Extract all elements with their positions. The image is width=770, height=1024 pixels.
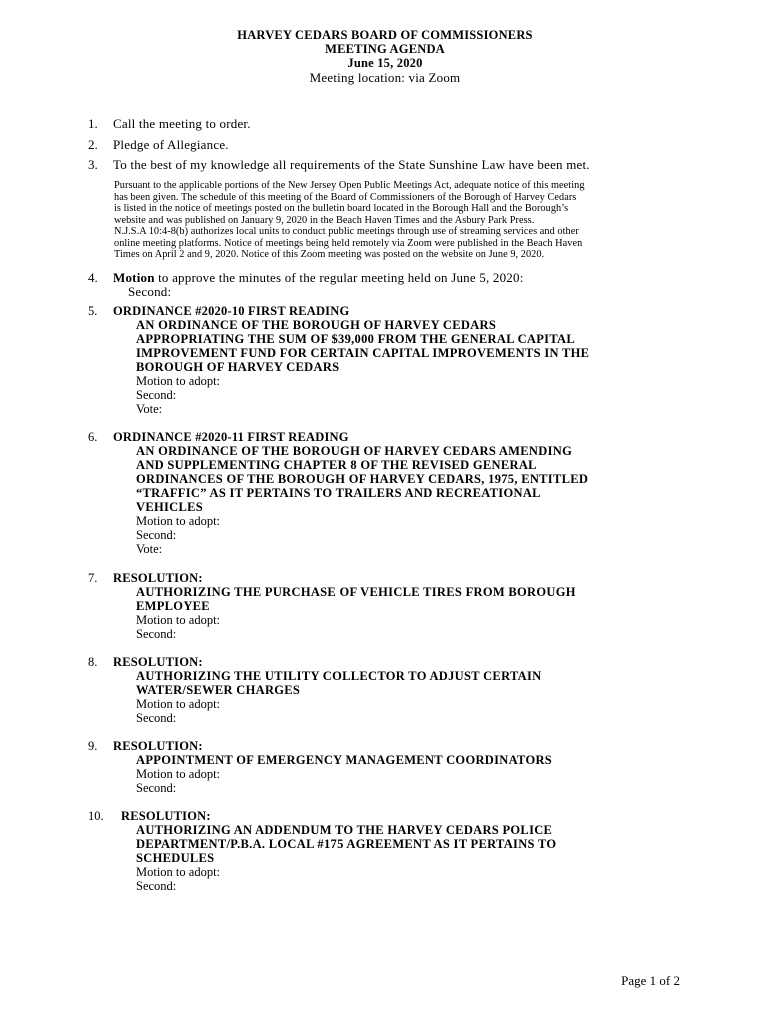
ordinance-line: AN ORDINANCE OF THE BOROUGH OF HARVEY CEDARS [136,318,497,332]
item-number: 7. [88,571,98,585]
item-number: 6. [88,430,98,444]
sunshine-notice [114,180,684,261]
agenda-header [0,28,770,85]
item-number: 1. [88,116,98,131]
notice-line: N.J.S.A 10:4-8(b) authorizes local units to conduct public meetings through use of streaming services and other [114,226,579,237]
second-line: Second: [136,781,177,795]
item-number: 4. [88,270,98,285]
item-heading: ORDINANCE #2020-10 FIRST READING [113,304,350,318]
motion-line: Motion to adopt: [136,767,221,781]
item-text: Call the meeting to order. [113,116,251,131]
motion-line: Motion to adopt: [136,697,221,711]
notice-line: Pursuant to the applicable portions of the New Jersey Open Public Meetings Act, adequate notice of this meeting [114,180,585,191]
item-body [136,585,576,641]
item-body [136,669,541,725]
ordinance-line: ORDINANCES OF THE BOROUGH OF HARVEY CEDARS, 1975, ENTITLED [136,472,589,486]
meeting-date: June 15, 2020 [347,56,423,70]
motion-label: Motion [113,270,155,285]
second-line: Second: [136,528,177,542]
item-number: 10. [88,809,104,823]
ordinance-line: APPROPRIATING THE SUM OF $39,000 FROM THE GENERAL CAPITAL [136,332,576,346]
item-heading: RESOLUTION: [113,655,203,669]
item-heading: RESOLUTION: [121,809,211,823]
item-body [136,823,556,893]
item-body [136,318,589,416]
notice-line: Times on April 2 and 9, 2020. Notice of this Zoom meeting was posted on the website on June 9, 2020. [114,249,545,260]
motion-line: Motion to adopt: [136,374,221,388]
item-number: 8. [88,655,98,669]
notice-line: has been given. The schedule of this meeting of the Board of Commissioners of the Borough of Harvey Cedars [114,191,577,203]
item-number: 5. [88,304,98,318]
vote-line: Vote: [136,542,163,556]
item-number: 9. [88,739,98,753]
vote-line: Vote: [136,402,163,416]
resolution-line: WATER/SEWER CHARGES [136,683,301,697]
document-title: MEETING AGENDA [325,42,445,56]
ordinance-line: BOROUGH OF HARVEY CEDARS [136,360,340,374]
ordinance-line: VEHICLES [136,500,204,514]
notice-line: is listed in the notice of meetings posted on the bulletin board located in the Borough Hall and the Borough’s [114,203,569,214]
item-heading: RESOLUTION: [113,739,203,753]
second-line: Second: [136,879,177,893]
resolution-line: AUTHORIZING AN ADDENDUM TO THE HARVEY CEDARS POLICE [136,823,553,837]
motion-text: to approve the minutes of the regular meeting held on June 5, 2020: [154,270,524,285]
motion-line: Motion to adopt: [136,613,221,627]
resolution-line: AUTHORIZING THE UTILITY COLLECTOR TO ADJUST CERTAIN [136,669,542,683]
item-text: Pledge of Allegiance. [113,137,229,152]
item-body [136,444,588,556]
ordinance-line: IMPROVEMENT FUND FOR CERTAIN CAPITAL IMPROVEMENTS IN THE [136,346,590,360]
second-line: Second: [136,711,177,725]
meeting-location: Meeting location: via Zoom [309,70,461,85]
resolution-line: SCHEDULES [136,851,215,865]
resolution-line: EMPLOYEE [136,599,210,613]
resolution-line: AUTHORIZING THE PURCHASE OF VEHICLE TIRES FROM BOROUGH [136,585,576,599]
resolution-line: DEPARTMENT/P.B.A. LOCAL #175 AGREEMENT AS IT PERTAINS TO [136,837,557,851]
resolution-line: APPOINTMENT OF EMERGENCY MANAGEMENT COORDINATORS [136,753,553,767]
notice-line: website and was published on January 9, 2020 in the Beach Haven Times and the Asbury Park Press. [114,214,535,226]
item-text [113,270,524,286]
motion-line: Motion to adopt: [136,865,221,879]
notice-line: online meeting platforms. Notice of meetings being held remotely via Zoom were published in the Beach Haven [114,237,583,249]
item-text: To the best of my knowledge all requirements of the State Sunshine Law have been met. [113,157,590,172]
page-number: Page 1 of 2 [621,973,680,988]
second-line: Second: [136,388,177,402]
second-line: Second: [136,627,177,641]
item-heading: ORDINANCE #2020-11 FIRST READING [113,430,349,444]
ordinance-line: AND SUPPLEMENTING CHAPTER 8 OF THE REVISED GENERAL [136,458,537,472]
item-heading: RESOLUTION: [113,571,203,585]
ordinance-line: AN ORDINANCE OF THE BOROUGH OF HARVEY CEDARS AMENDING [136,444,573,458]
ordinance-line: “TRAFFIC” AS IT PERTAINS TO TRAILERS AND RECREATIONAL [136,486,541,500]
item-body [136,753,552,795]
item-number: 3. [88,157,98,172]
motion-line: Motion to adopt: [136,514,221,528]
board-title: HARVEY CEDARS BOARD OF COMMISSIONERS [237,28,533,42]
item-number: 2. [88,137,98,152]
second-line: Second: [128,284,172,299]
